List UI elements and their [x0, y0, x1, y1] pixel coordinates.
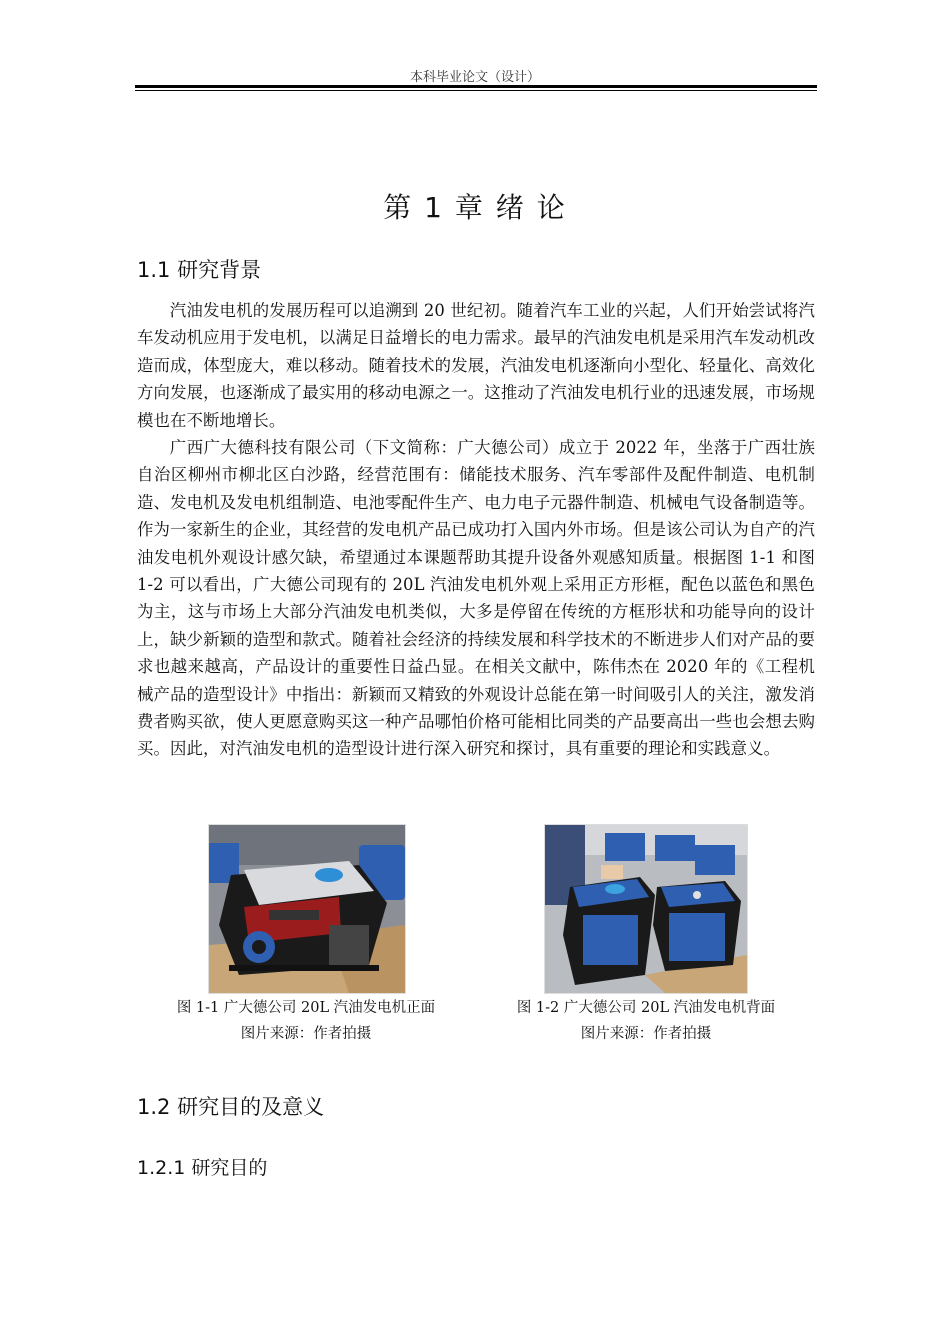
section-heading-1-2: 1.2 研究目的及意义	[137, 1095, 325, 1119]
generator-back-photo	[544, 824, 748, 994]
figure-1-2-source: 图片来源：作者拍摄	[580, 1026, 712, 1042]
section-heading-1-1: 1.1 研究背景	[137, 258, 262, 282]
header-rule-thick	[135, 85, 817, 88]
paragraph-2: 广西广大德科技有限公司（下文简称：广大德公司）成立于 2022 年，坐落于广西壮族自治区柳州市柳北区白沙路，经营范围有：储能技术服务、汽车零部件及配件制造、电机制造、发电机及发电机组制造、电池零配件生产、电力电子元器件制造、机械电气设备制造等。作为一家新生的企业，其经营的发电机产品已成功打入国内外市场。但是该公司认为自产的汽油发电机外观设计感欠缺，希望通过本课题帮助其提升设备外观感知质量。根据图 1-1 和图 1-2 可以看出，广大德公司现有的 20L 汽油发电机外观上采用正方形框，配色以蓝色和黑色为主，这与市场上大部分汽油发电机类似，大多是停留在传统的方框形状和功能导向的设计上，缺少新颖的造型和款式。随着社会经济的持续发展和科学技术的不断进步人们对产品的要求也越来越高，产品设计的重要性日益凸显。在相关文献中，陈伟杰在 2020 年的《工程机械产品的造型设计》中指出：新颖而又精致的外观设计总能在第一时间吸引人的关注，激发消费者购买欲，使人更愿意购买这一种产品哪怕价格可能相比同类的产品要高出一些也会想去购买。因此，对汽油发电机的造型设计进行深入研究和探讨，具有重要的理论和实践意义。	[137, 438, 815, 759]
subsection-heading-1-2-1: 1.2.1 研究目的	[137, 1157, 268, 1179]
figure-1-1-caption: 图 1-1 广大德公司 20L 汽油发电机正面	[176, 1000, 436, 1016]
generator-front-photo	[208, 824, 406, 994]
chapter-title: 第 1 章 绪 论	[383, 191, 567, 224]
figure-1-1-source: 图片来源：作者拍摄	[240, 1026, 372, 1042]
figure-1-2-caption: 图 1-2 广大德公司 20L 汽油发电机背面	[516, 1000, 776, 1016]
paragraph-1: 汽油发电机的发展历程可以追溯到 20 世纪初。随着汽车工业的兴起，人们开始尝试将汽车发动机应用于发电机，以满足日益增长的电力需求。最早的汽油发电机是采用汽车发动机改造而成，体型庞大，难以移动。随着技术的发展，汽油发电机逐渐向小型化、轻量化、高效化方向发展，也逐渐成了最实用的移动电源之一。这推动了汽油发电机行业的迅速发展，市场规模也在不断地增长。	[137, 301, 815, 430]
header-rule-thin	[135, 90, 817, 91]
running-header: 本科毕业论文（设计）	[409, 70, 540, 85]
